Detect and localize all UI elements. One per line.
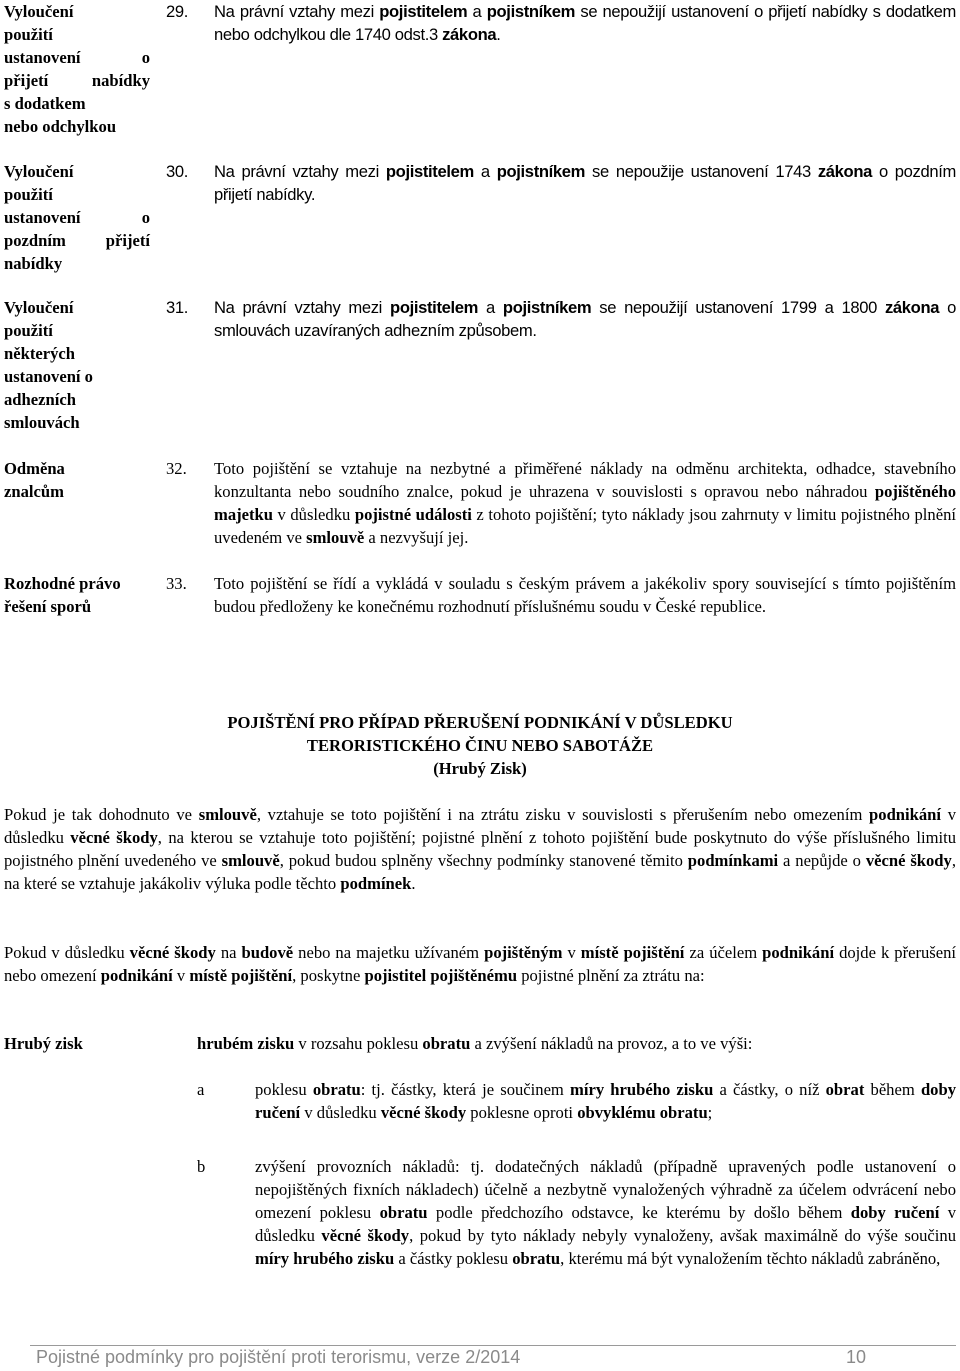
sidebar-line: Vyloučení: [4, 298, 74, 317]
gross-profit-intro: hrubém zisku v rozsahu poklesu obratu a zvýšení nákladů na provoz, a to ve výši:: [197, 1034, 753, 1053]
sidebar-heading-expert-fees: [4, 457, 150, 503]
clause-text: Toto pojištění se vztahuje na nezbytné a přiměřené náklady na odměnu architekta, odhadce, stavebního konzultanta nebo soudního znalce, pokud je uhrazena v souvislosti s opravou nebo náhradou pojištěného majetku v důsledku pojistné události z tohoto pojištění; tyto náklady jsou zahrnuty v limitu pojistného plnění uvedeném ve smlouvě a nezvyšují jej.: [214, 459, 956, 547]
sidebar-line: řešení sporů: [4, 597, 92, 616]
sidebar-line: použití: [4, 185, 53, 204]
item-text: zvýšení provozních nákladů: tj. dodatečných nákladů (případně upravených podle ustanovení o nepojištěných fixních nákladech) účelně a nezbytně vynaložených výhradně za účelem odvrácení nebo omezení poklesu obratu podle předchozího odstavce, ke kterému by došlo během doby ručení v důsledku věcné škody, pokud by tyto náklady nebyly vynaloženy, avšak maximálně do výše součinu míry hrubého zisku a částky poklesu obratu, kterému má být vynaložením těchto nákladů zabráněno,: [255, 1157, 957, 1268]
intro-paragraph-1: Pokud je tak dohodnuto ve smlouvě, vztahuje se toto pojištění i na ztrátu zisku v souvislosti s přerušením nebo omezením podnikání v důsledku věcné škody, na kterou se vztahuje toto pojištění; pojistné plnění z tohoto pojištění bude poskytnuto do výše příslušného limitu pojistného plnění uvedeného ve smlouvě, pokud budou splněny všechny podmínky stanovené těmito podmínkami a nepůjde o věcné škody, na které se vztahuje jakákoliv výluka podle těchto podmínek.: [4, 805, 956, 893]
sidebar-line: nabídky: [4, 254, 63, 273]
sidebar-line: znalcům: [4, 482, 64, 501]
sidebar-line: ustanovení o: [4, 48, 150, 67]
sidebar-line: ustanovení o: [4, 208, 150, 227]
clause-30: [166, 160, 956, 206]
sidebar-line: Vyloučení: [4, 2, 74, 21]
clause-number: 30.: [166, 162, 189, 181]
clause-number: 32.: [166, 459, 187, 478]
sidebar-line: ustanovení o: [4, 367, 93, 386]
sidebar-line: přijetí nabídky: [4, 71, 150, 90]
clause-text: Toto pojištění se řídí a vykládá v souladu s českým právem a jakékoliv spory související s tímto pojištěním budou předloženy ke konečnému rozhodnutí příslušnému soudu v České republice.: [214, 574, 956, 616]
sidebar-line: Rozhodné právo: [4, 574, 121, 593]
sidebar-heading-adhesion-contracts: [4, 296, 150, 434]
sidebar-line: adhezních: [4, 390, 76, 409]
sidebar-heading-offer-amendment: [4, 0, 150, 138]
clause-text: Na právní vztahy mezi pojistitelem a pojistníkem se nepoužijí ustanovení 1799 a 1800 zákona o smlouvách uzavíraných adhezním způsobem.: [214, 298, 957, 340]
gross-profit-label: Hrubý zisk: [4, 1034, 83, 1053]
clause-number: 29.: [166, 2, 189, 21]
sidebar-heading-governing-law: [4, 572, 150, 618]
intro-paragraph-2: Pokud v důsledku věcné škody na budově nebo na majetku užívaném pojištěným v místě pojištění za účelem podnikání dojde k přerušení nebo omezení podnikání v místě pojištění, poskytne pojistitel pojištěnému pojistné plnění za ztrátu na:: [4, 943, 957, 985]
sidebar-line: Vyloučení: [4, 162, 74, 181]
item-letter: b: [197, 1157, 206, 1176]
sidebar-line: nebo odchylkou: [4, 117, 117, 136]
clause-number: 31.: [166, 298, 189, 317]
sidebar-heading-late-acceptance: [4, 160, 150, 275]
section-subtitle: (Hrubý Zisk): [433, 759, 527, 778]
sidebar-line: použití: [4, 321, 53, 340]
item-letter: a: [197, 1080, 205, 1099]
section-title-line-2: TERORISTICKÉHO ČINU NEBO SABOTÁŽE: [306, 736, 654, 755]
clause-29: [166, 0, 956, 46]
sidebar-line: s dodatkem: [4, 94, 86, 113]
footer-title: Pojistné podmínky pro pojištění proti terorismu, verze 2/2014: [36, 1347, 521, 1367]
section-title-line-1: POJIŠTĚNÍ PRO PŘÍPAD PŘERUŠENÍ PODNIKÁNÍ V DŮSLEDKU: [227, 713, 733, 732]
sidebar-line: smlouvách: [4, 413, 80, 432]
sidebar-line: použití: [4, 25, 53, 44]
clause-number: 33.: [166, 574, 187, 593]
clause-32: [166, 457, 956, 549]
sidebar-line: pozdním přijetí: [4, 231, 150, 250]
page-number: 10: [846, 1347, 867, 1367]
sidebar-line: některých: [4, 344, 75, 363]
item-text: poklesu obratu: tj. částky, která je součinem míry hrubého zisku a částky, o níž obrat během doby ručení v důsledku věcné škody poklesne oproti obvyklému obratu;: [255, 1080, 956, 1122]
gross-profit-item-a: [197, 1078, 956, 1124]
clause-text: Na právní vztahy mezi pojistitelem a pojistníkem se nepoužijí ustanovení o přijetí nabídky s dodatkem nebo odchylkou dle 1740 odst.3 zákona.: [214, 2, 956, 44]
clause-text: Na právní vztahy mezi pojistitelem a pojistníkem se nepoužije ustanovení 1743 zákona o pozdním přijetí nabídky.: [214, 162, 956, 204]
clause-33: [166, 572, 956, 618]
gross-profit-item-b: [197, 1155, 956, 1270]
sidebar-line: Odměna: [4, 459, 65, 478]
clause-31: [166, 296, 956, 342]
